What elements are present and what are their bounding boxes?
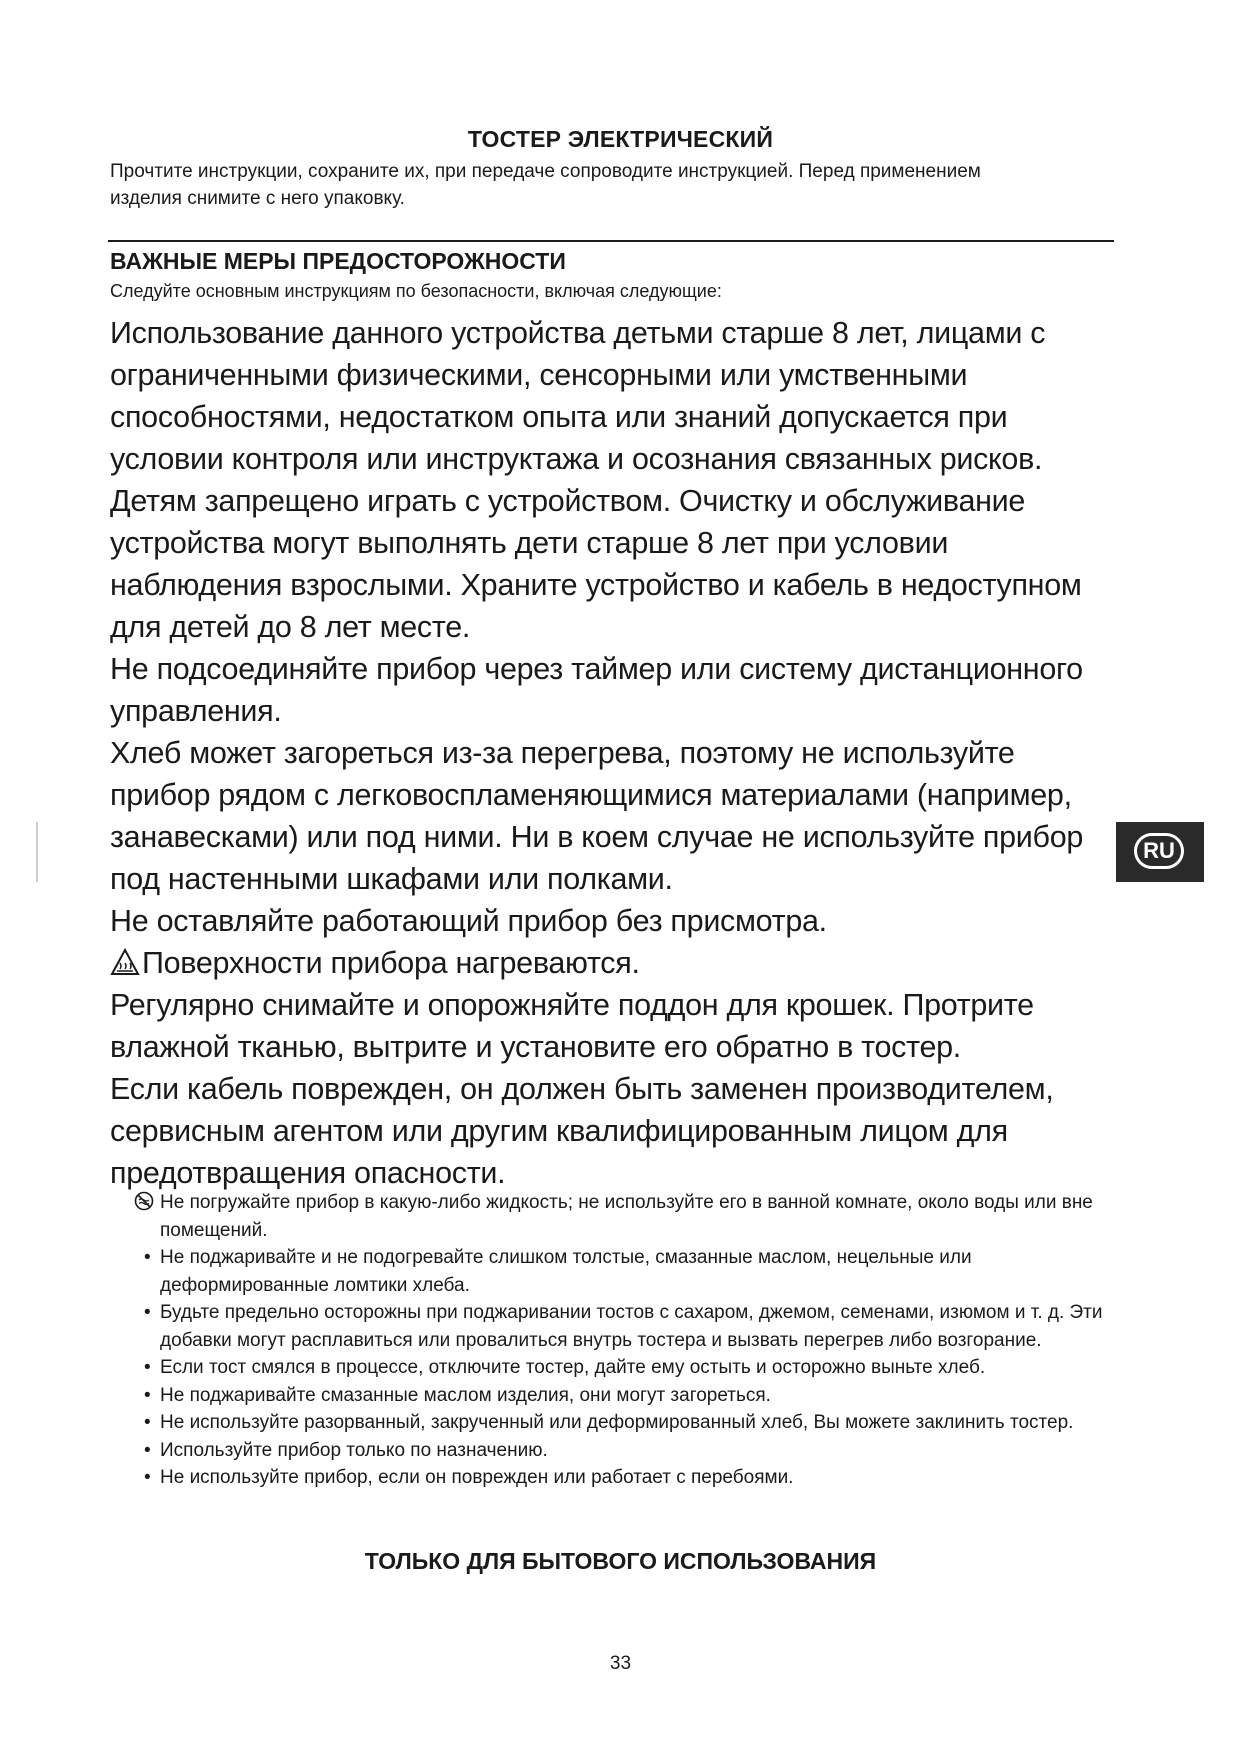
safety-line: устройства могут выполнять дети старше 8 лет при условии [110,526,949,560]
list-item [108,1437,1128,1465]
document-title: ТОСТЕР ЭЛЕКТРИЧЕСКИЙ [467,126,774,152]
bullet: • [144,1302,151,1323]
safety-line: под настенными шкафами или полками. [110,862,673,896]
safety-line: Детям запрещено играть с устройством. Очистку и обслуживание [110,484,1026,518]
list-item-text: Не используйте разорванный, закрученный или деформированный хлеб, Вы можете заклинить тостер. [160,1412,1074,1433]
list-item-text: Не поджаривайте смазанные маслом изделия, они могут загореться. [160,1384,771,1406]
safety-line: Использование данного устройства детьми старше 8 лет, лицами с [110,316,1046,350]
safety-line: ограниченными физическими, сенсорными или умственными [110,358,968,392]
household-use-notice: ТОЛЬКО ДЛЯ БЫТОВОГО ИСПОЛЬЗОВАНИЯ [364,1548,877,1574]
bullet: • [144,1439,151,1461]
safety-line: прибор рядом с легковоспламеняющимися материалами (например, [110,778,1072,812]
language-badge-label: RU [1143,838,1175,863]
list-item-text: Используйте прибор только по назначению. [160,1439,548,1461]
safety-line: Регулярно снимайте и опорожняйте поддон для крошек. Протрите [110,988,1034,1022]
precautions-list [108,1189,1128,1492]
list-item-text: Будьте предельно осторожны при поджаривании тостов с сахаром, джемом, семенами, изюмом и т. д. Эти добавки могут расплавиться или провалиться внутрь тостера и вызвать перегрев либо возгорание. [160,1302,1103,1351]
list-item-text: Не используйте прибор, если он поврежден или работает с перебоями. [160,1467,794,1488]
list-item-text: Не поджаривайте и не подогревайте слишком толстые, смазанные маслом, нецельные или деформированные ломтики хлеба. [160,1247,972,1296]
hot-surface-text: Поверхности прибора нагреваются. [142,946,640,980]
list-item [108,1409,1128,1437]
safety-line: наблюдения взрослыми. Храните устройство и кабель в недоступном [110,568,1082,602]
no-immersion-icon [134,1191,154,1211]
safety-line: занавесками) или под ними. Ни в коем случае не используйте прибор [110,820,1084,854]
bullet: • [144,1384,151,1406]
intro-line: Прочтите инструкции, сохраните их, при передаче сопроводите инструкцией. Перед применением [110,161,981,182]
intro-line: изделия снимите с него упаковку. [110,188,405,209]
safety-line: способностями, недостатком опыта или знаний допускается при [110,400,1008,434]
safety-line: Не подсоединяйте прибор через таймер или систему дистанционного [110,652,1083,686]
safety-line: для детей до 8 лет месте. [110,610,471,644]
safety-line: Не оставляйте работающий прибор без присмотра. [110,904,827,938]
margin-mark [36,822,38,882]
page-number: 33 [609,1653,632,1674]
bullet: • [144,1357,151,1378]
list-item-text: Не погружайте прибор в какую-либо жидкость; не используйте его в ванной комнате, около воды или вне помещений. [160,1192,1093,1241]
hot-surface-warning-icon [110,945,140,973]
list-item [108,1244,1128,1299]
language-badge [1116,822,1204,882]
section-divider [108,240,1114,242]
safety-line: влажной тканью, вытрите и установите его обратно в тостер. [110,1030,961,1064]
section-title: ВАЖНЫЕ МЕРЫ ПРЕДОСТОРОЖНОСТИ [110,248,566,274]
list-item [108,1354,1128,1382]
safety-main-text [110,312,1120,1194]
list-item [108,1464,1128,1492]
safety-line: предотвращения опасности. [110,1156,506,1190]
intro-text [110,158,1110,212]
safety-line: управления. [110,694,282,728]
section-subtitle: Следуйте основным инструкциям по безопасности, включая следующие: [110,281,722,301]
bullet: • [144,1412,151,1433]
list-item [108,1189,1128,1244]
list-item-text: Если тост смялся в процессе, отключите тостер, дайте ему остыть и осторожно выньте хлеб. [160,1357,986,1378]
bullet: • [144,1467,151,1488]
safety-line: Хлеб может загореться из-за перегрева, поэтому не используйте [110,736,1015,770]
bullet: • [144,1247,151,1268]
safety-line: сервисным агентом или другим квалифицированным лицом для [110,1114,1008,1148]
hot-surface-warning [110,942,1120,984]
list-item [108,1299,1128,1354]
safety-line: условии контроля или инструктажа и осознания связанных рисков. [110,442,1043,476]
list-item [108,1382,1128,1410]
safety-line: Если кабель поврежден, он должен быть заменен производителем, [110,1072,1054,1106]
